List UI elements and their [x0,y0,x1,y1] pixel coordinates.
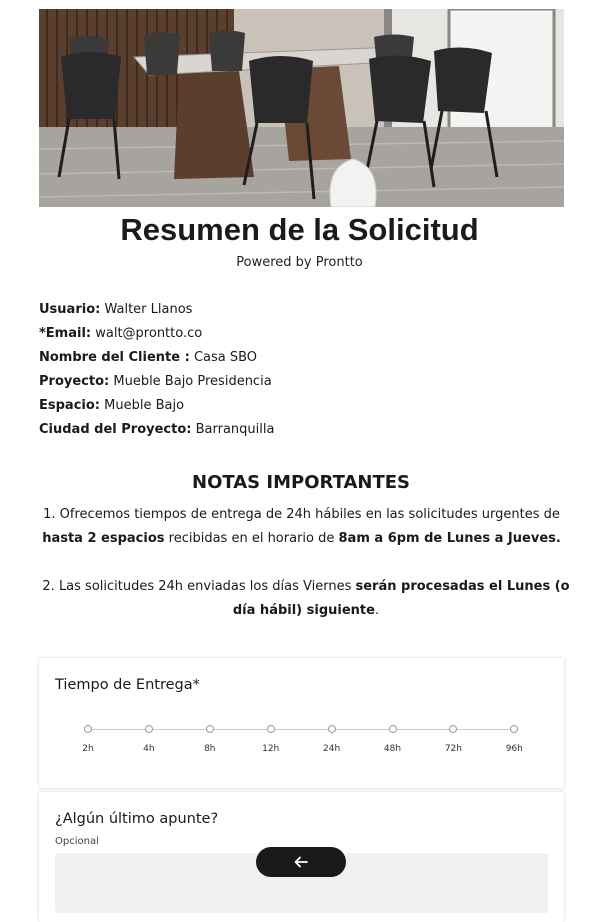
delivery-option-72h[interactable] [449,725,457,733]
notes-title: NOTAS IMPORTANTES [192,472,410,493]
request-info [39,302,274,446]
info-project [39,374,274,398]
delivery-option-96h[interactable] [510,725,518,733]
delivery-option-24h[interactable] [328,725,336,733]
delivery-option-2h[interactable] [84,725,92,733]
info-value: walt@prontto.co [95,326,203,341]
info-value: Barranquilla [195,422,275,437]
note-2-text-a: 2. Las solicitudes 24h enviadas los días Viernes [42,579,356,594]
note-1-bold-a: hasta 2 espacios [42,531,165,546]
info-value: Mueble Bajo [104,398,185,413]
note-1-bold-b: 8am a 6pm de Lunes a Jueves. [338,531,561,546]
info-space [39,398,274,422]
info-key: Proyecto: [39,374,110,389]
info-city [39,422,274,446]
info-key: Nombre del Cliente : [39,350,190,365]
info-email [39,326,274,350]
back-button[interactable] [256,847,346,877]
info-user [39,302,274,326]
delivery-option-label: 8h [204,744,216,754]
hero-image [39,9,564,207]
remarks-label: ¿Algún último apunte? [55,811,219,827]
delivery-option-8h[interactable] [206,725,214,733]
info-value: Mueble Bajo Presidencia [113,374,272,389]
delivery-time-label: Tiempo de Entrega* [55,677,200,693]
note-2-bold: serán procesadas el Lunes (o día hábil) siguiente [232,579,570,618]
info-key: Usuario: [39,302,101,317]
info-client [39,350,274,374]
info-key: Espacio: [39,398,100,413]
note-1-text-b: recibidas en el horario de [164,531,339,546]
delivery-option-12h[interactable] [267,725,275,733]
delivery-option-label: 24h [323,744,341,754]
dining-room-photo [39,9,564,207]
remarks-hint: Opcional [55,836,99,847]
delivery-time-card [39,658,564,788]
delivery-option-label: 48h [383,744,402,754]
powered-by: Powered by Prontto [236,255,363,270]
delivery-option-4h[interactable] [145,725,153,733]
arrow-left-icon [294,856,308,868]
info-value: Casa SBO [193,350,258,365]
info-key: *Email: [39,326,92,341]
delivery-option-label: 2h [82,744,94,754]
note-1-text-a: 1. Ofrecemos tiempos de entrega de 24h hábiles en las solicitudes urgentes de [43,507,560,522]
info-value: Walter Llanos [104,302,193,317]
note-2 [39,575,573,623]
delivery-option-label: 12h [262,744,280,754]
note-2-text-b: . [374,603,380,618]
delivery-option-48h[interactable] [389,725,397,733]
note-1 [39,503,564,551]
delivery-option-label: 96h [505,744,523,754]
delivery-option-label: 72h [444,744,462,754]
delivery-option-label: 4h [143,744,155,754]
page-title: Resumen de la Solicitud [120,212,479,247]
info-key: Ciudad del Proyecto: [39,422,192,437]
